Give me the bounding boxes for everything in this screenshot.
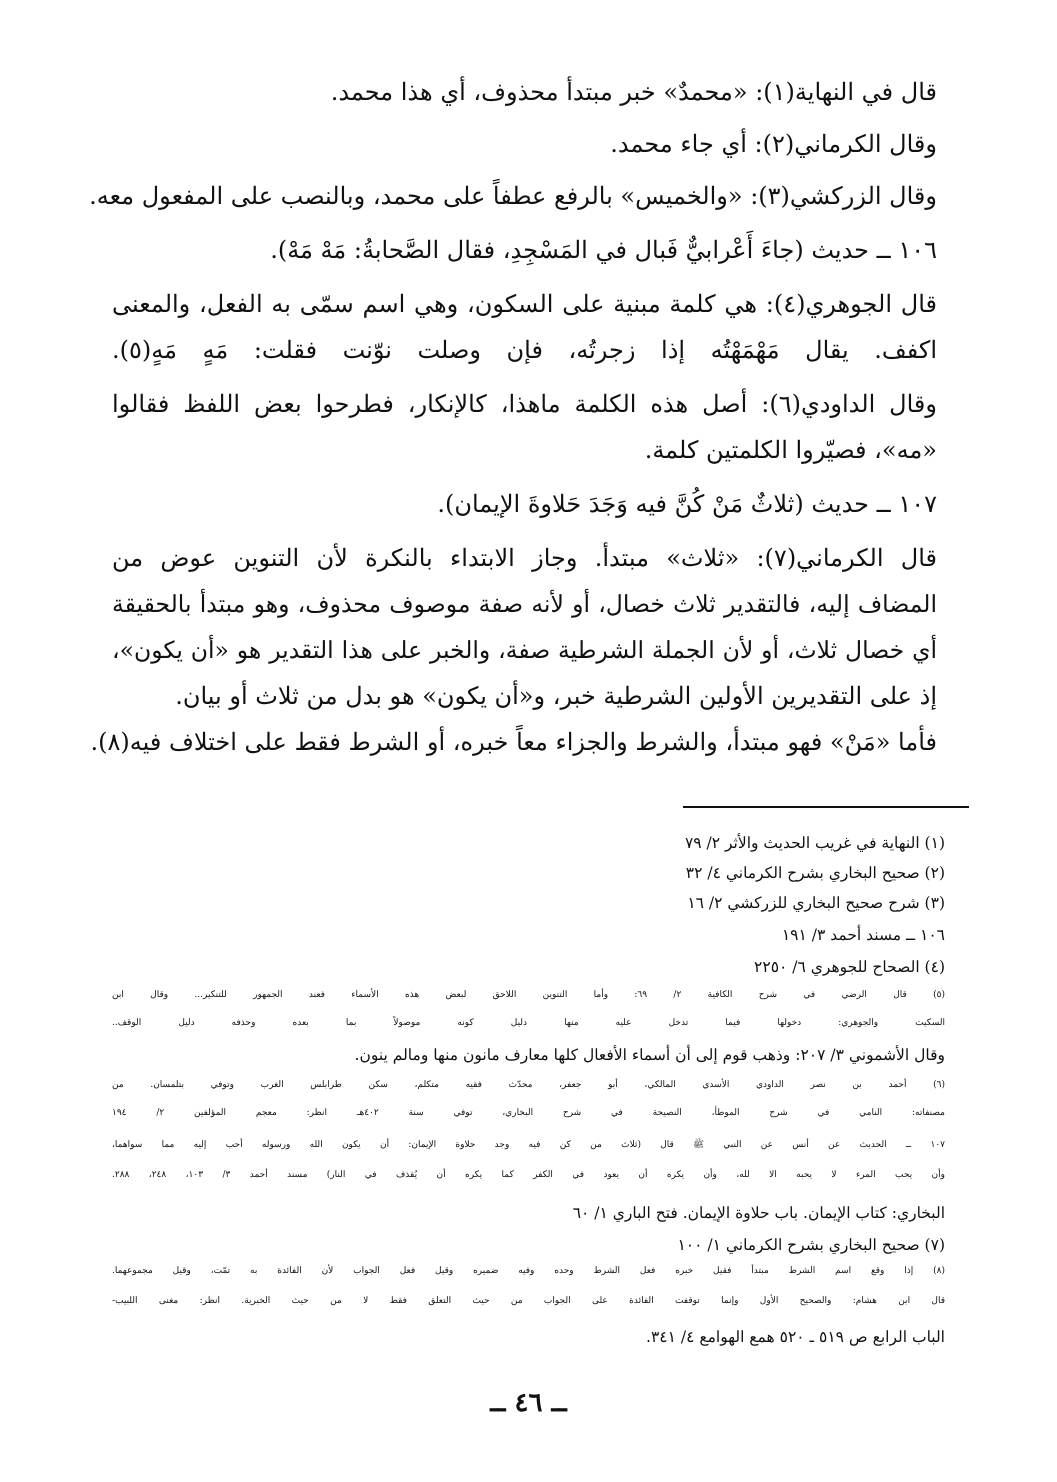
footnote: (٦) أحمد بن نصر الداودي الأسدي المالكي، أبو جعفر، محدّث فقيه متكلم، سكن طرابلس الغرب وتوفي بتلمسان. من bbox=[112, 1080, 945, 1090]
main-text-line: قال في النهاية(١): «محمدٌ» خبر مبتدأ محذوف، أي هذا محمد. bbox=[330, 78, 937, 106]
footnote: مصنفاته: النامي في شرح الموطأ، النصيحة في شرح البخاري، توفي سنة ٤٠٢هـ انظر: معجم المؤلفين ٢/ ١٩٤ bbox=[112, 1108, 945, 1118]
main-text-line: وقال الكرماني(٢): أي جاء محمد. bbox=[610, 130, 937, 158]
footnote: الباب الرابع ص ٥١٩ ـ ٥٢٠ همع الهوامع ٤/ ٣٤١. bbox=[646, 1328, 945, 1346]
footnote: (٨) إذا وقع اسم الشرط مبتدأ فقيل خبره فعل الشرط وحده وفيه ضميره وقيل فعل الجواب لأن الفائدة به تمّت، وقيل مجموعهما. bbox=[112, 1266, 945, 1276]
page-number: ــ ٤٦ ــ bbox=[490, 1388, 567, 1418]
main-text-line: المضاف إليه، فالتقدير ثلاث خصال، أو لأنه صفة موصوف محذوف، وهو مبتدأ بالحقيقة bbox=[112, 590, 937, 618]
footnote: (١) النهاية في غريب الحديث والأثر ٢/ ٧٩ bbox=[684, 834, 945, 852]
footnote: السكيت والجوهري: دخولها فيما تدخل عليه منها دليل كونه موصولاً بما بعده وحذفه دليل الوقف.. bbox=[112, 1018, 945, 1028]
footnote: (٥) قال الرضي في شرح الكافية ٢/ ٦٩: وأما التنوين اللاحق لبعض هذه الأسماء فعند الجمهور للتنكير... وقال ابن bbox=[112, 990, 945, 1000]
main-text-line: إذ على التقديرين الأولين الشرطية خبر، و«أن يكون» هو بدل من ثلاث أو بيان. bbox=[175, 682, 937, 710]
footnote: ١٠٦ ــ مسند أحمد ٣/ ١٩١ bbox=[781, 926, 945, 944]
footnote: (٤) الصحاح للجوهري ٦/ ٢٢٥٠ bbox=[754, 958, 945, 976]
main-text-line: قال الكرماني(٧): «ثلاث» مبتدأ. وجاز الابتداء بالنكرة لأن التنوين عوض من bbox=[112, 544, 938, 572]
hadith-heading-106: ١٠٦ ــ حديث (جاءَ أَعْرابيٌّ فَبال في المَسْجِدِ، فقال الصَّحابةُ: مَهْ مَهْ). bbox=[270, 236, 937, 264]
footnote: وقال الأشموني ٣/ ٢٠٧: وذهب قوم إلى أن أسماء الأفعال كلها معارف مانون منها ومالم ينون. bbox=[354, 1046, 945, 1064]
main-text-line: وقال الداودي(٦): أصل هذه الكلمة ماهذا، كالإنكار، فطرحوا بعض اللفظ فقالوا bbox=[112, 390, 937, 418]
footnote: (٧) صحيح البخاري بشرح الكرماني ١/ ١٠٠ bbox=[677, 1236, 945, 1254]
main-text-line: «مه»، فصيّروا الكلمتين كلمة. bbox=[644, 436, 937, 464]
footnote-divider bbox=[683, 806, 969, 808]
main-text-line: وقال الزركشي(٣): «والخميس» بالرفع عطفاً على محمد، وبالنصب على المفعول معه. bbox=[89, 182, 937, 210]
main-text-line: أي خصال ثلاث، أو لأن الجملة الشرطية صفة، والخبر على هذا التقدير هو «أن يكون»، bbox=[112, 636, 937, 664]
footnote: البخاري: كتاب الإيمان. باب حلاوة الإيمان. فتح الباري ١/ ٦٠ bbox=[572, 1204, 945, 1222]
footnote: قال ابن هشام: والصحيح الأول وإنما توقفت الفائدة على الجواب من حيث التعلق فقط لا من حيث الخبرية. انظر: مغنى اللبيب- bbox=[112, 1296, 945, 1306]
footnote: ١٠٧ ــ الحديث عن أنس عن النبي ﷺ قال (ثلاث من كن فيه وجد حلاوة الإيمان: أن يكون الله ورسوله أحب إليه مما سواهما، bbox=[112, 1140, 945, 1150]
footnote: (٢) صحيح البخاري بشرح الكرماني ٤/ ٣٢ bbox=[685, 864, 945, 882]
main-text-line: اكفف. يقال مَهْمَهْتُه إذا زجرتُه، فإن وصلت نوّنت فقلت: مَهٍ مَهٍ(٥). bbox=[112, 336, 937, 364]
hadith-heading-107: ١٠٧ ــ حديث (ثلاثٌ مَنْ كُنَّ فيه وَجَدَ حَلاوةَ الإيمان). bbox=[437, 490, 937, 518]
main-text-line: قال الجوهري(٤): هي كلمة مبنية على السكون، وهي اسم سمّى به الفعل، والمعنى bbox=[112, 290, 937, 318]
footnote: وأن يحب المرء لا يحبه الا لله، وأن يكره أن يعود في الكفر كما يكره أن يُقذف في النار) مسند أحمد ٣/ ١٠٣، ٢٤٨، ٢٨٨. bbox=[112, 1170, 946, 1180]
main-text-line: فأما «مَنْ» فهو مبتدأ، والشرط والجزاء معاً خبره، أو الشرط فقط على اختلاف فيه(٨). bbox=[90, 728, 937, 756]
footnote: (٣) شرح صحيح البخاري للزركشي ٢/ ١٦ bbox=[687, 894, 945, 912]
